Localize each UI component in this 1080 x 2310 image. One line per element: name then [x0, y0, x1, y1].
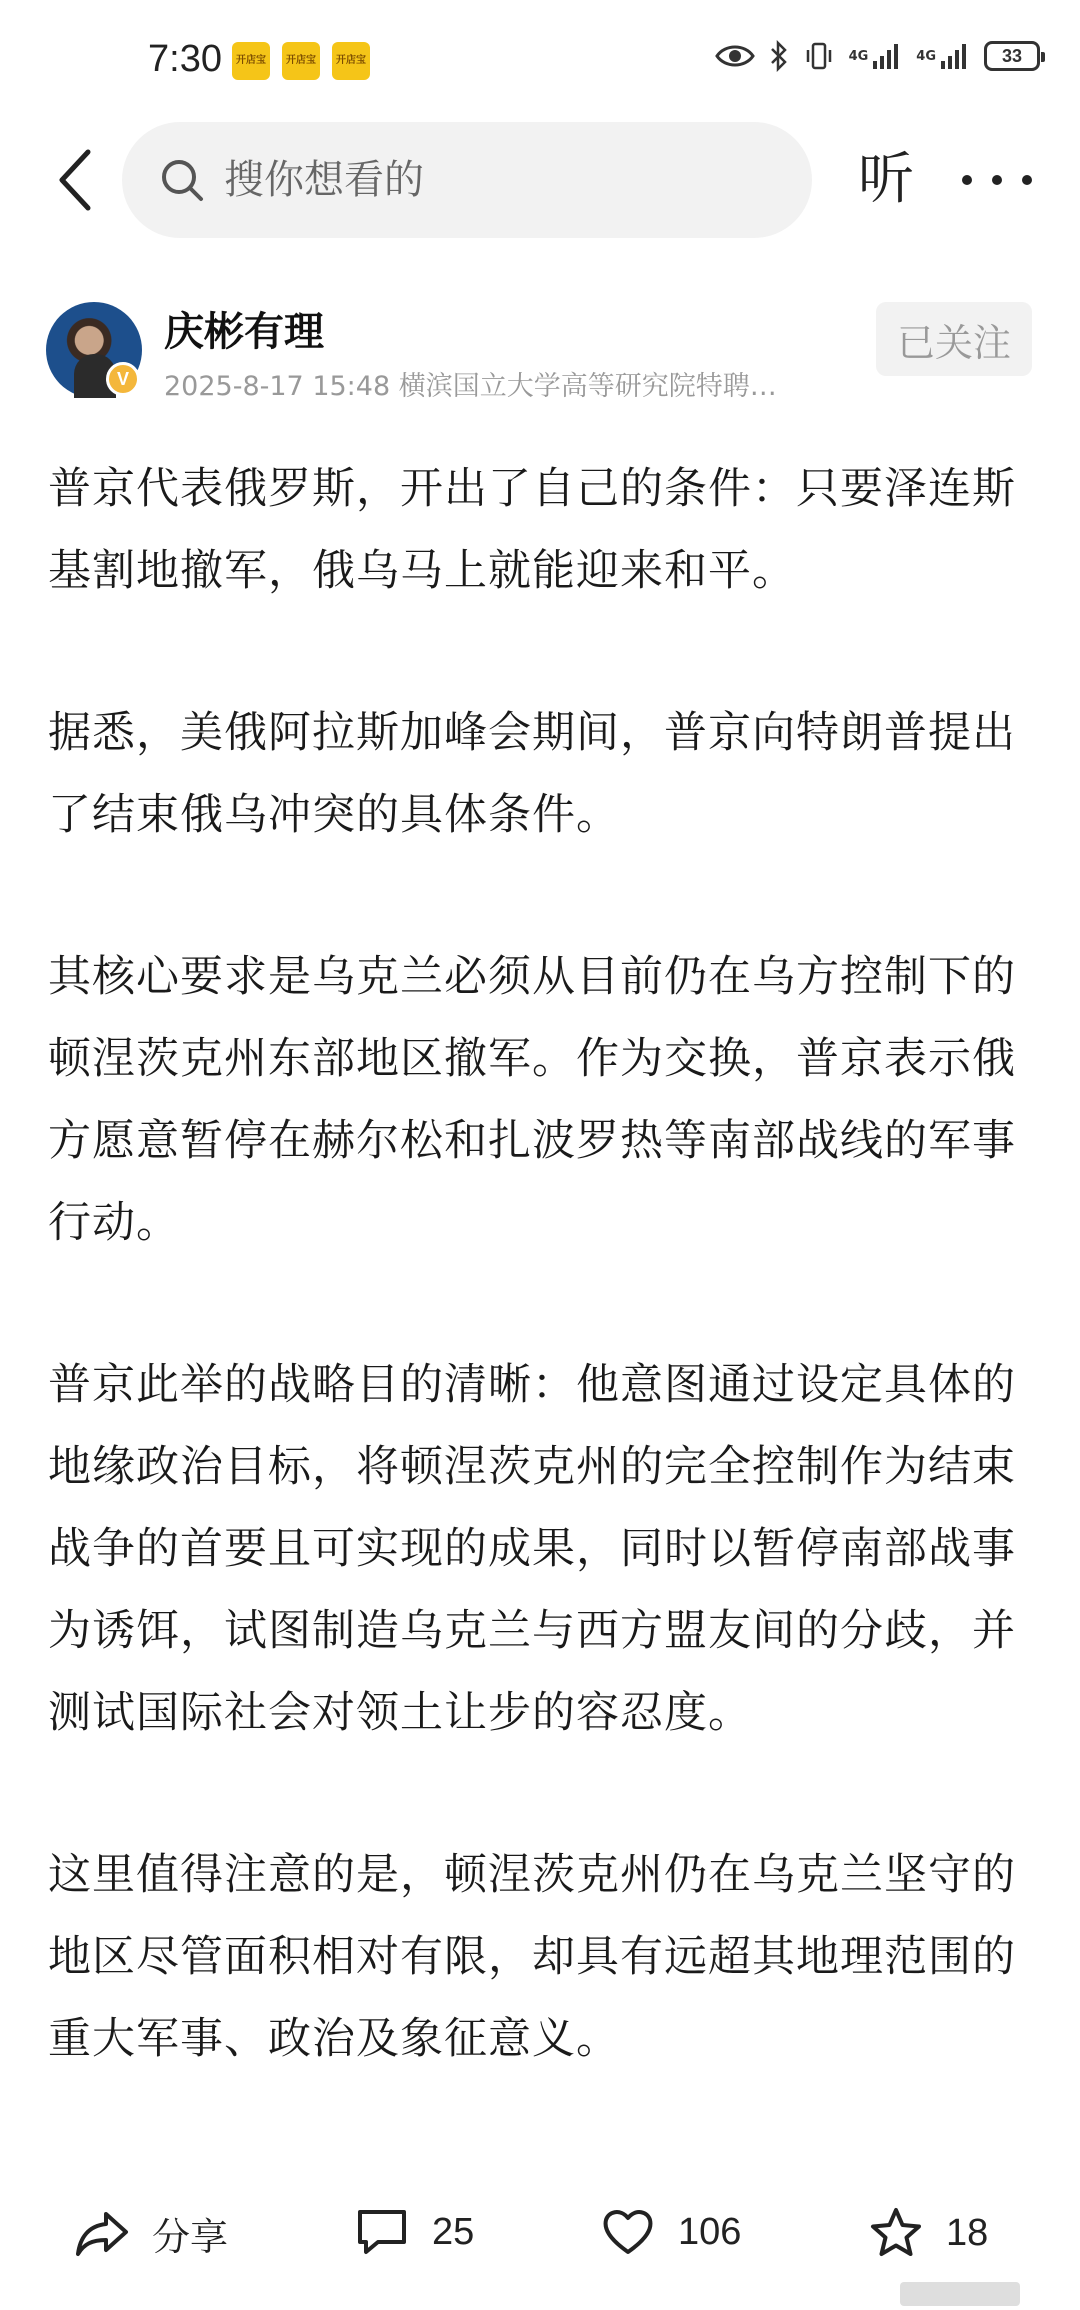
share-button[interactable] [74, 2206, 228, 2261]
status-app-icons [232, 42, 370, 80]
search-input[interactable] [222, 156, 786, 204]
star-icon [868, 2206, 924, 2260]
action-bar [0, 2196, 1080, 2296]
like-button[interactable] [600, 2206, 741, 2258]
article-paragraph: 这里值得注意的是，顿涅茨克州仍在乌克兰坚守的地区尽管面积相对有限，却具有远超其地理范围的重大军事、政治及象征意义。 [48, 1850, 1016, 2064]
signal-icon [940, 41, 970, 71]
notification-app-icon: 开店宝 [282, 42, 320, 80]
comment-button[interactable] [354, 2206, 474, 2258]
battery-icon [984, 41, 1040, 71]
signal-group-2 [916, 41, 970, 71]
home-indicator [900, 2282, 1020, 2306]
back-button[interactable] [44, 148, 104, 212]
network-type: 4G [848, 48, 869, 64]
article-paragraph: 普京代表俄罗斯，开出了自己的条件：只要泽连斯基割地撤军，俄乌马上就能迎来和平。 [48, 464, 1016, 596]
search-icon [160, 158, 204, 202]
heart-icon [600, 2206, 656, 2258]
author-row [0, 290, 1080, 410]
share-label: 分享 [152, 2217, 229, 2259]
author-name[interactable]: 庆彬有理 [164, 309, 324, 355]
more-options-button[interactable] [962, 148, 1032, 212]
article-paragraph: 普京此举的战略目的清晰：他意图通过设定具体的地缘政治目标，将顿涅茨克州的完全控制作为结束战争的首要且可实现的成果，同时以暂停南部战事为诱饵，试图制造乌克兰与西方盟友间的分歧，并测试国际社会对领土让步的容忍度。 [48, 1360, 1016, 1738]
share-icon [74, 2208, 130, 2260]
follow-button[interactable]: 已关注 [876, 302, 1032, 376]
top-nav [0, 120, 1080, 240]
article-paragraph: 其核心要求是乌克兰必须从目前仍在乌方控制下的顿涅茨克州东部地区撤军。作为交换，普京表示俄方愿意暂停在赫尔松和扎波罗热等南部战线的军事行动。 [48, 952, 1016, 1248]
more-dot-icon [992, 175, 1002, 185]
network-type: 4G [916, 48, 936, 64]
verified-badge-icon: V [106, 362, 140, 396]
battery-level: 33 [1001, 46, 1023, 66]
comment-icon [354, 2206, 410, 2258]
favorite-count: 18 [946, 2211, 989, 2254]
more-dot-icon [1022, 175, 1032, 185]
vibrate-icon [803, 40, 835, 72]
status-bar [0, 0, 1080, 120]
author-meta: 2025-8-17 15:48 横滨国立大学高等研究院特聘… [164, 371, 777, 402]
eye-icon [715, 42, 755, 70]
listen-button[interactable]: 听 [858, 147, 914, 212]
notification-app-icon: 开店宝 [232, 42, 270, 80]
comment-count: 25 [432, 2210, 475, 2253]
notification-app-icon: 开店宝 [332, 42, 370, 80]
signal-group-1 [849, 41, 903, 71]
bluetooth-icon [769, 40, 789, 72]
article-paragraph: 据悉，美俄阿拉斯加峰会期间，普京向特朗普提出了结束俄乌冲突的具体条件。 [48, 708, 1016, 840]
status-time: 7:30 [148, 38, 222, 80]
favorite-button[interactable] [868, 2206, 988, 2260]
search-box[interactable] [122, 122, 812, 238]
more-dot-icon [962, 175, 972, 185]
status-indicators [715, 40, 1040, 72]
like-count: 106 [678, 2210, 742, 2253]
signal-icon [872, 41, 902, 71]
article-body [48, 448, 1038, 2160]
chevron-left-icon [54, 148, 94, 212]
